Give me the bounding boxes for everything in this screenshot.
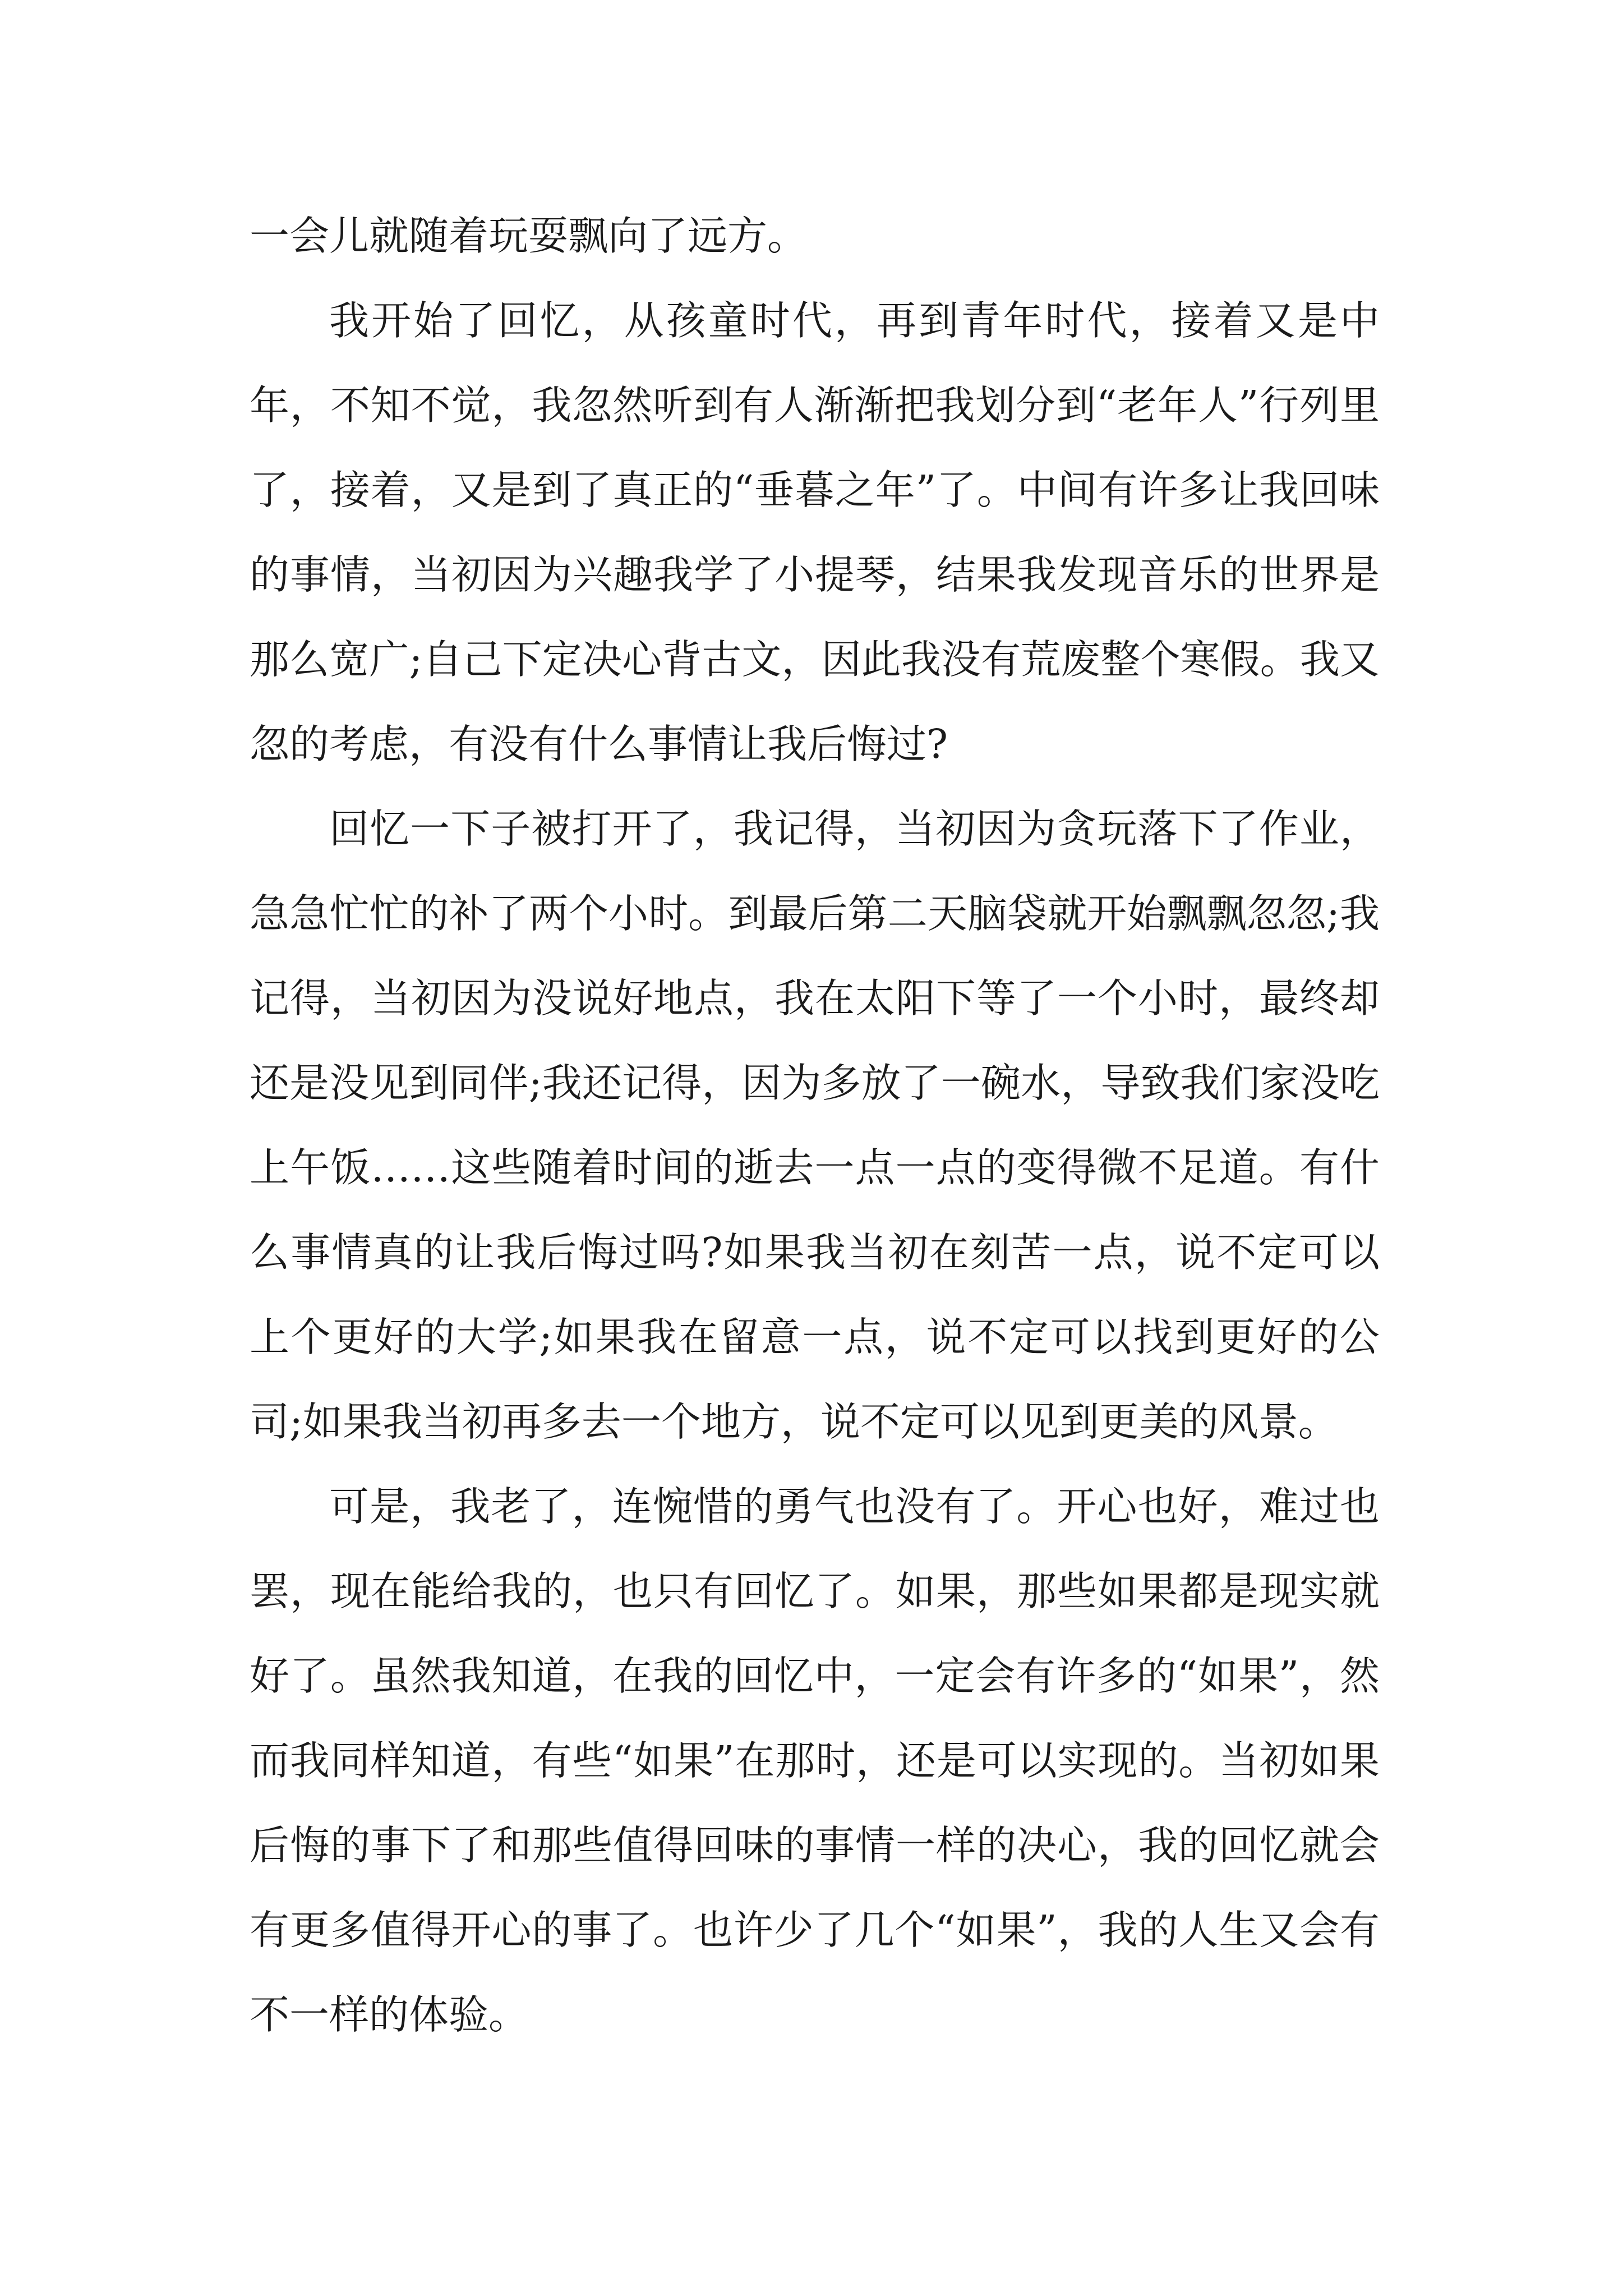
paragraph-continuation: 一会儿就随着玩耍飘向了远方。 bbox=[250, 213, 808, 259]
document-body bbox=[250, 194, 1380, 2057]
paragraph-regrets: 回忆一下子被打开了，我记得，当初因为贪玩落下了作业，急急忙忙的补了两个小时。到最后第二天脑袋就开始飘飘忽忽;我记得，当初因为没说好地点，我在太阳下等了一个小时，最终却还是没见到同伴;我还记得，因为多放了一碗水，导致我们家没吃上午饭……这些随着时间的逝去一点一点的变得微不足道。有什么事情真的让我后悔过吗?如果我当初在刻苦一点，说不定可以上个更好的大学;如果我在留意一点，说不定可以找到更好的公司;如果我当初再多去一个地方，说不定可以见到更美的风景。 bbox=[250, 806, 1380, 1445]
paragraph-memories: 我开始了回忆，从孩童时代，再到青年时代，接着又是中年，不知不觉，我忽然听到有人渐渐把我划分到“老年人”行列里了，接着，又是到了真正的“垂暮之年”了。中间有许多让我回味的事情，当初因为兴趣我学了小提琴，结果我发现音乐的世界是那么宽广;自己下定决心背古文，因此我没有荒废整个寒假。我又忽的考虑，有没有什么事情让我后悔过? bbox=[250, 297, 1380, 767]
paragraph-conclusion: 可是，我老了，连惋惜的勇气也没有了。开心也好，难过也罢，现在能给我的，也只有回忆了。如果，那些如果都是现实就好了。虽然我知道，在我的回忆中，一定会有许多的“如果”，然而我同样知道，有些“如果”在那时，还是可以实现的。当初如果后悔的事下了和那些值得回味的事情一样的决心，我的回忆就会有更多值得开心的事了。也许少了几个“如果”，我的人生又会有不一样的体验。 bbox=[250, 1483, 1380, 2038]
